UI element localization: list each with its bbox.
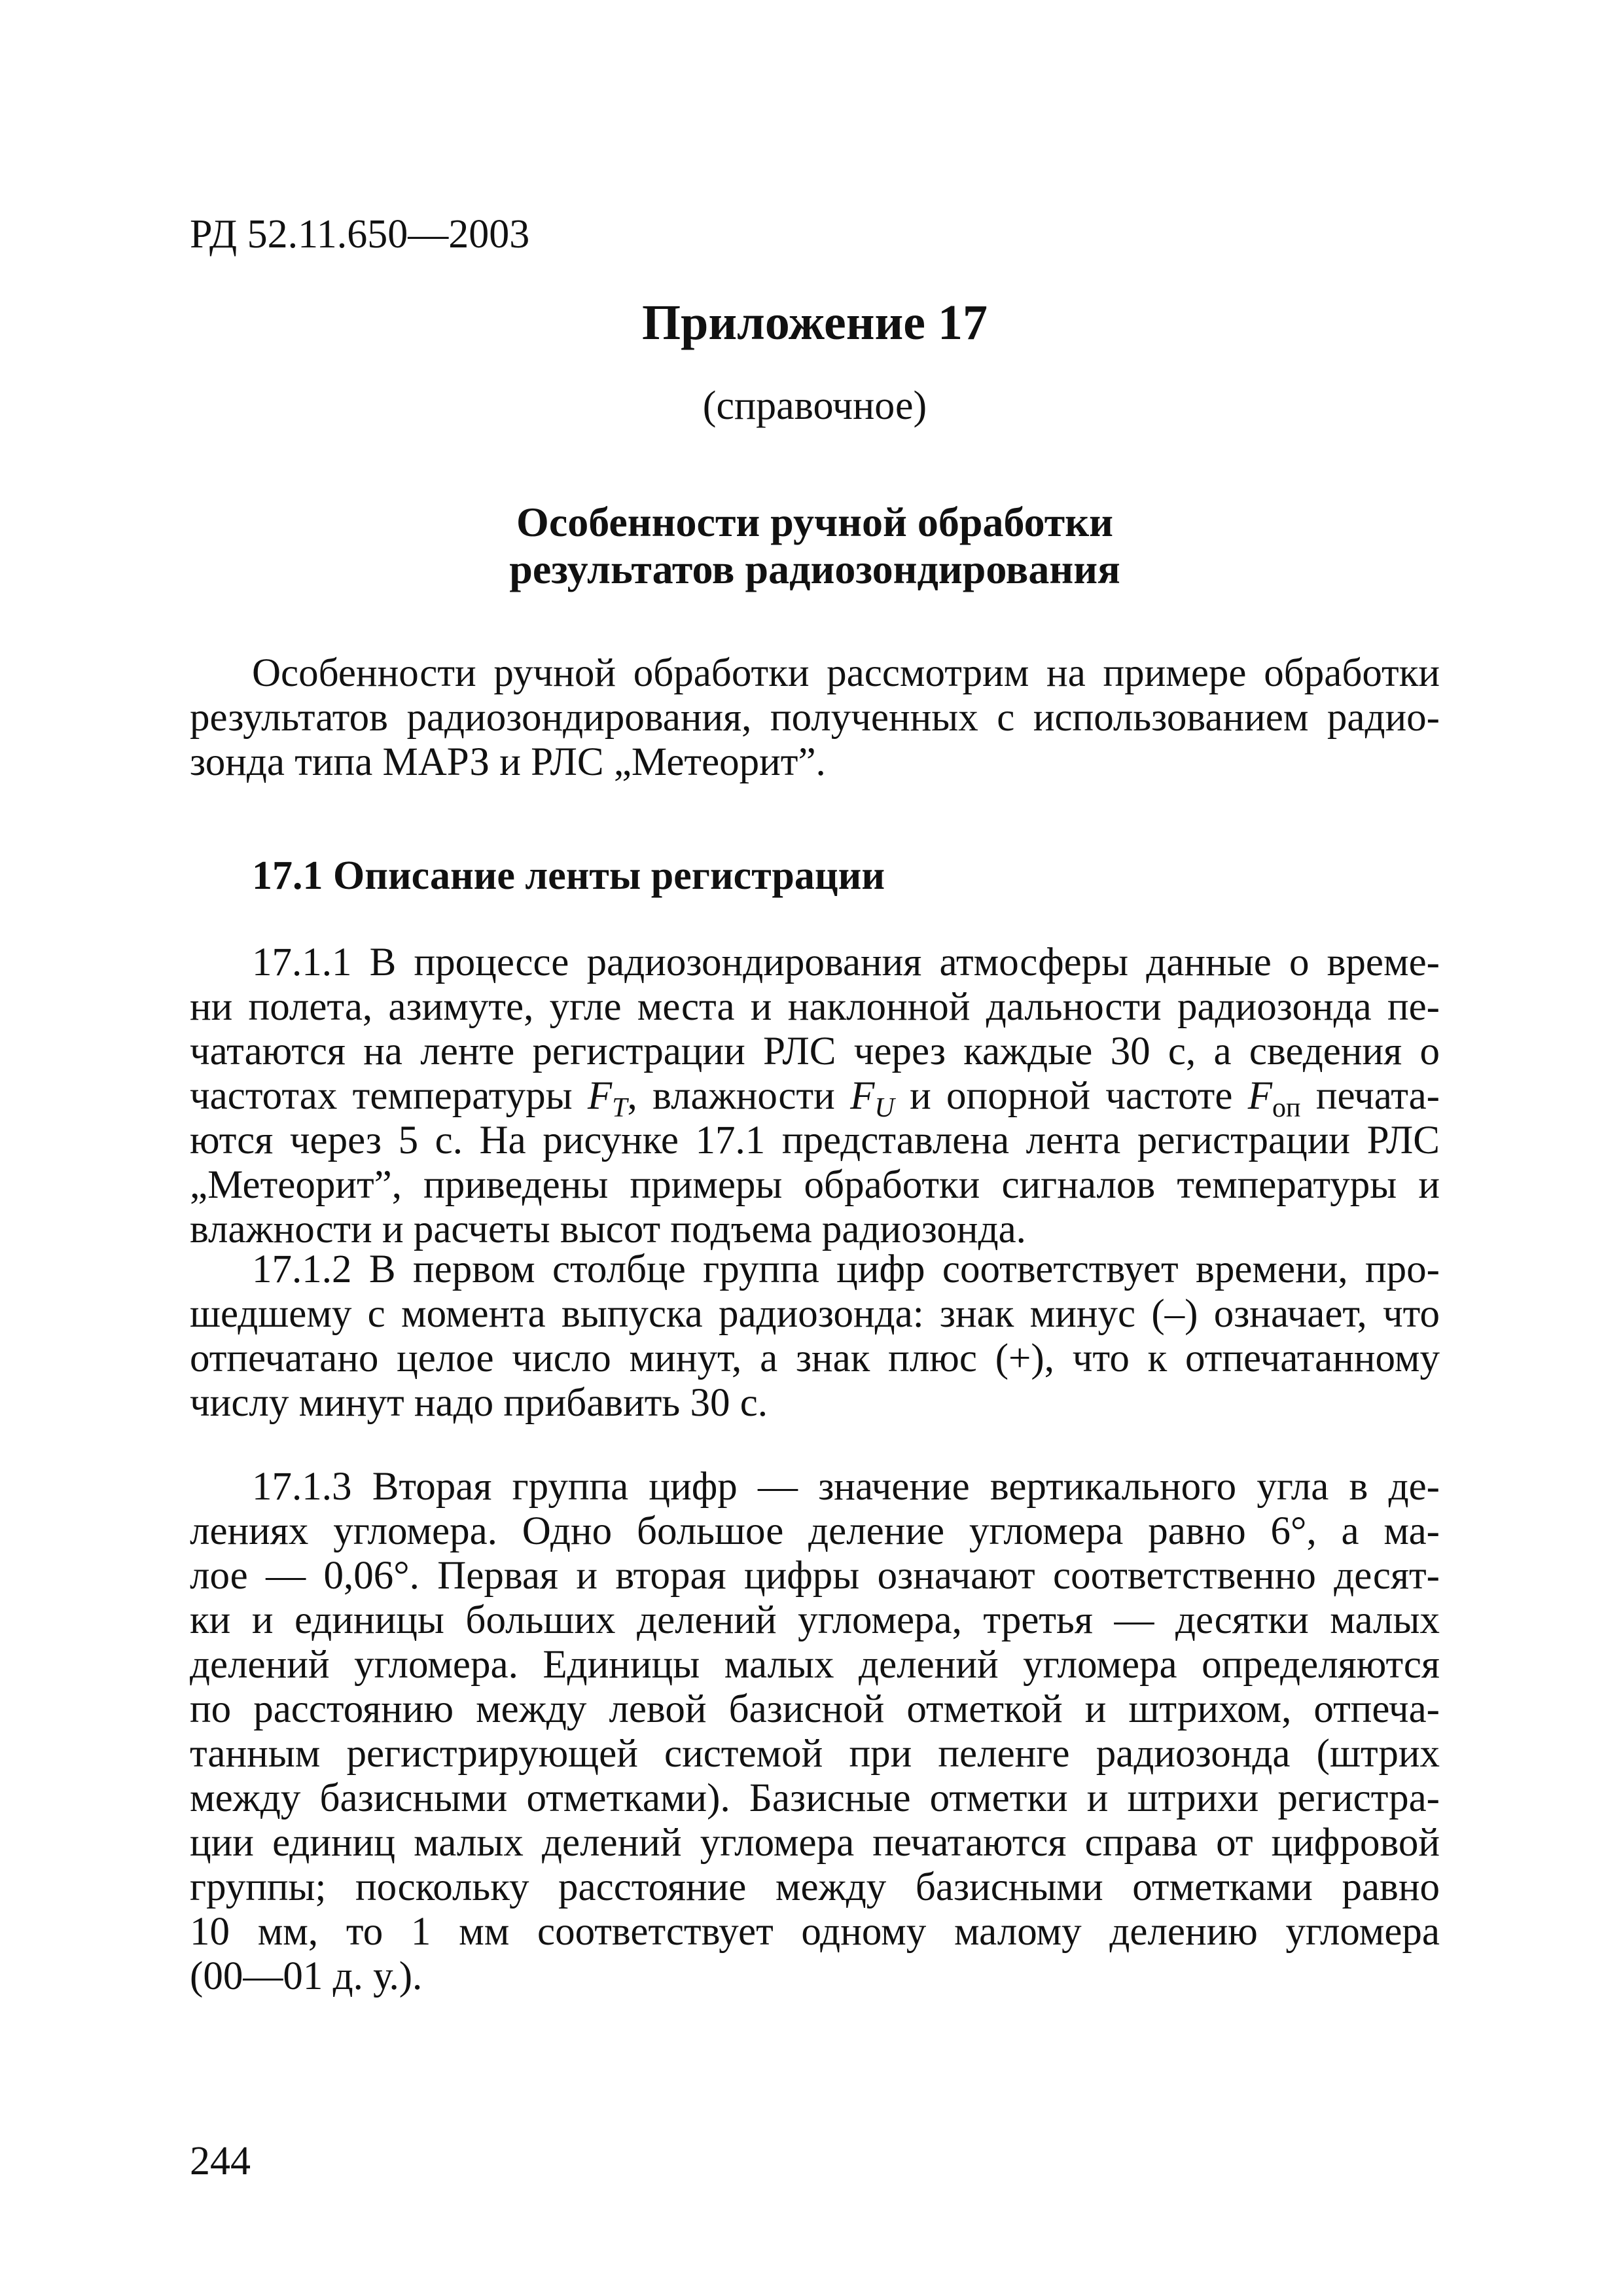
- text-line: шедшему с момента выпуска радиозонда: знак минус (–) означает, что: [190, 1292, 1440, 1336]
- text-fragment: печата-: [1300, 1074, 1440, 1118]
- formula-subscript: U: [874, 1093, 895, 1123]
- formula-symbol: F: [587, 1074, 613, 1118]
- text-line: зонда типа МАРЗ и РЛС „Метеорит”.: [190, 740, 826, 784]
- text-line: ни полета, азимуте, угле места и наклонной дальности радиозонда пе-: [190, 985, 1440, 1029]
- text-line: „Метеорит”, приведены примеры обработки сигналов температуры и: [190, 1163, 1440, 1207]
- paragraph-17-1-1: [190, 941, 1440, 1252]
- text-line: ются через 5 с. На рисунке 17.1 представлена лента регистрации РЛС: [190, 1119, 1440, 1162]
- intro-paragraph: [190, 651, 1440, 785]
- document-page: [190, 0, 1440, 2296]
- formula-symbol: F: [1247, 1074, 1273, 1118]
- text-line: по расстоянию между левой базисной отметкой и штрихом, отпеча-: [190, 1687, 1440, 1731]
- paragraph-17-1-3: [190, 1465, 1440, 1999]
- main-title-line: результатов радиозондирования: [509, 546, 1120, 592]
- formula-symbol: F: [850, 1074, 875, 1118]
- text-line: (00—01 д. у.).: [190, 1954, 423, 1998]
- section-heading: 17.1 Описание ленты регистрации: [252, 853, 885, 898]
- text-line: ки и единицы больших делений угломера, третья — десятки малых: [190, 1598, 1440, 1642]
- text-line: 17.1.3 Вторая группа цифр — значение вертикального угла в де-: [252, 1465, 1440, 1509]
- text-line: между базисными отметками). Базисные отметки и штрихи регистра-: [190, 1776, 1440, 1820]
- main-title-line: Особенности ручной обработки: [516, 499, 1113, 545]
- document-code: РД 52.11.650—2003: [190, 212, 530, 257]
- text-line: делений угломера. Единицы малых делений угломера определяются: [190, 1643, 1440, 1687]
- text-line: результатов радиозондирования, полученных с использованием радио-: [190, 696, 1440, 740]
- text-line: отпечатано целое число минут, а знак плюс (+), что к отпечатанному: [190, 1336, 1440, 1380]
- text-line: лое — 0,06°. Первая и вторая цифры означают соответственно десят-: [190, 1554, 1440, 1598]
- text-fragment: , влажности: [627, 1074, 851, 1118]
- formula-subscript: оп: [1272, 1093, 1301, 1123]
- text-line-with-formulas: [190, 1074, 1440, 1123]
- text-line: 17.1.2 В первом столбце группа цифр соответствует времени, про-: [252, 1247, 1440, 1291]
- main-title: [190, 499, 1440, 593]
- text-line: 17.1.1 В процессе радиозондирования атмосферы данные о време-: [252, 941, 1440, 984]
- text-line: ции единиц малых делений угломера печатаются справа от цифровой: [190, 1821, 1440, 1865]
- text-line: Особенности ручной обработки рассмотрим на примере обработки: [252, 651, 1440, 695]
- text-line: влажности и расчеты высот подъема радиозонда.: [190, 1208, 1026, 1251]
- text-line: лениях угломера. Одно большое деление угломера равно 6°, а ма-: [190, 1509, 1440, 1553]
- formula-subscript: T: [612, 1093, 628, 1123]
- text-line: группы; поскольку расстояние между базисными отметками равно: [190, 1865, 1440, 1909]
- text-line: танным регистрирующей системой при пеленге радиозонда (штрих: [190, 1732, 1440, 1776]
- text-line: чатаются на ленте регистрации РЛС через каждые 30 с, а сведения о: [190, 1030, 1440, 1073]
- appendix-note: (справочное): [702, 384, 927, 428]
- text-line: числу минут надо прибавить 30 с.: [190, 1381, 768, 1425]
- text-fragment: частотах температуры: [190, 1074, 588, 1118]
- text-line: 10 мм, то 1 мм соответствует одному малому делению угломера: [190, 1910, 1440, 1954]
- text-fragment: и опорной частоте: [894, 1074, 1248, 1118]
- appendix-title: Приложение 17: [641, 295, 988, 350]
- page-number: 244: [190, 2139, 251, 2183]
- paragraph-17-1-2: [190, 1247, 1440, 1426]
